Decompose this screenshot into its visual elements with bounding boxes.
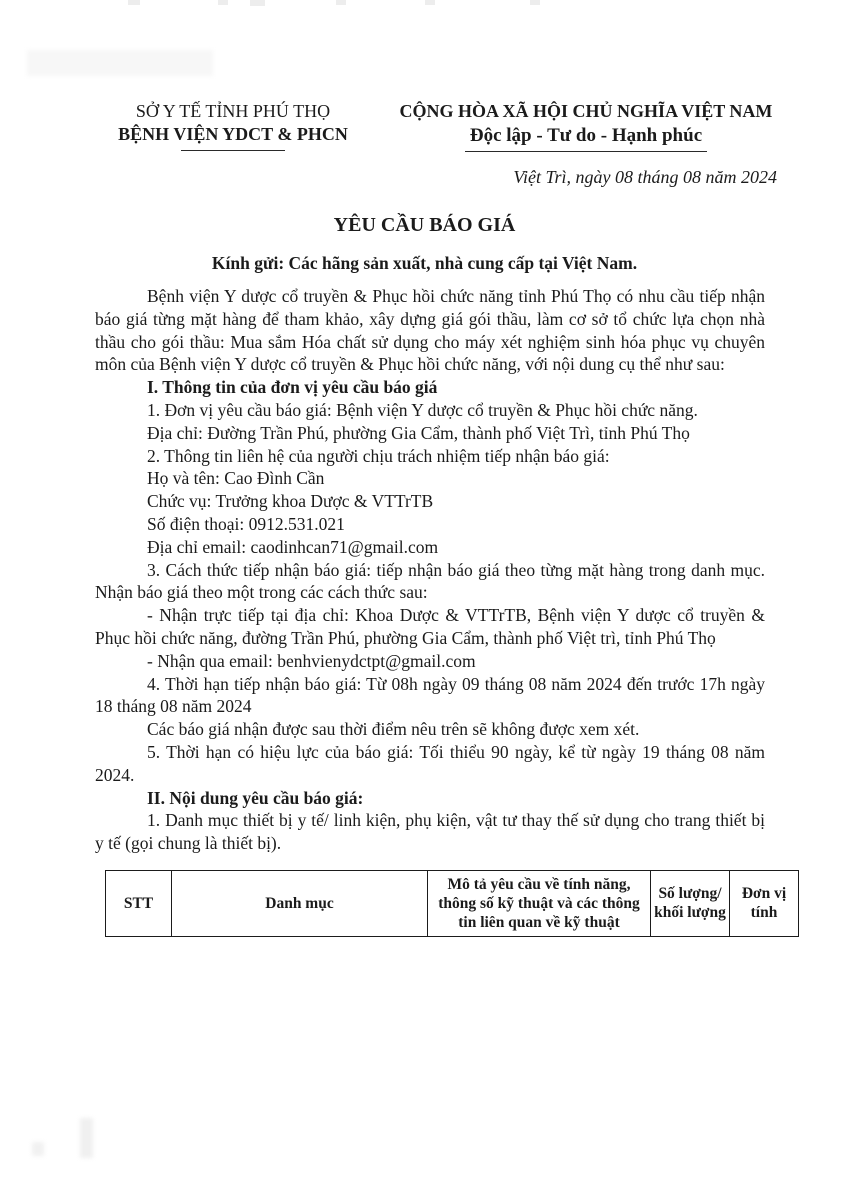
motto-underline bbox=[465, 151, 707, 152]
paragraph-intro: Bệnh viện Y dược cổ truyền & Phục hồi chức năng tỉnh Phú Thọ có nhu cầu tiếp nhận báo giá từng mặt hàng để tham khảo, xây dựng giá gói thầu, làm cơ sở tổ chức lựa chọn nhà thầu cho gói thầu: Mua sắm Hóa chất sử dụng cho máy xét nghiệm sinh hóa phục vụ chuyên môn của Bệnh viện Y dược cổ truyền & Phục hồi chức năng, với nội dung cụ thể như sau: bbox=[95, 286, 765, 375]
national-title: CỘNG HÒA XÃ HỘI CHỦ NGHĨA VIỆT NAM bbox=[399, 101, 773, 121]
issuer-underline bbox=[181, 150, 285, 151]
paragraph-deadline: 4. Thời hạn tiếp nhận báo giá: Từ 08h ngày 09 tháng 08 năm 2024 đến trước 17h ngày 18 tháng 08 năm 2024 bbox=[95, 673, 765, 717]
issuer-block bbox=[108, 101, 358, 151]
scan-artifact bbox=[80, 1118, 93, 1158]
table-header-row bbox=[106, 870, 799, 936]
paragraph-validity: 5. Thời hạn có hiệu lực của báo giá: Tối thiểu 90 ngày, kể từ ngày 19 tháng 08 năm 2024. bbox=[95, 741, 765, 785]
scan-artifact bbox=[27, 50, 213, 76]
paragraph-unit: 1. Đơn vị yêu cầu báo giá: Bệnh viện Y dược cổ truyền & Phục hồi chức năng. bbox=[147, 399, 698, 420]
document-title: YÊU CẦU BÁO GIÁ bbox=[333, 214, 516, 236]
place-date-line: Việt Trì, ngày 08 tháng 08 năm 2024 bbox=[513, 167, 777, 187]
national-motto-block bbox=[392, 100, 780, 152]
table-header-stt: STT bbox=[106, 870, 172, 936]
table-header-mo-ta: Mô tả yêu cầu về tính năng, thông số kỹ thuật và các thông tin liên quan về kỹ thuật bbox=[428, 870, 651, 936]
scan-artifact bbox=[218, 0, 228, 5]
paragraph-address: Địa chỉ: Đường Trần Phú, phường Gia Cẩm, thành phố Việt Trì, tỉnh Phú Thọ bbox=[147, 422, 690, 443]
issuer-hospital: BỆNH VIỆN YDCT & PHCN bbox=[118, 124, 348, 144]
national-motto: Độc lập - Tư do - Hạnh phúc bbox=[469, 125, 703, 146]
table-header-so-luong: Số lượng/ khối lượng bbox=[651, 870, 730, 936]
quote-items-table bbox=[105, 870, 799, 937]
document-body bbox=[95, 285, 787, 937]
section-heading-1: I. Thông tin của đơn vị yêu cầu báo giá bbox=[147, 377, 438, 398]
table-header-don-vi: Đơn vị tính bbox=[730, 870, 799, 936]
scan-artifact bbox=[128, 0, 140, 5]
paragraph-list-intro: 1. Danh mục thiết bị y tế/ linh kiện, phụ kiện, vật tư thay thế sử dụng cho trang thiết bị y tế (gọi chung là thiết bị). bbox=[95, 810, 765, 854]
issuer-department: SỞ Y TẾ TỈNH PHÚ THỌ bbox=[135, 101, 331, 121]
scan-artifact bbox=[425, 0, 435, 5]
paragraph-method-email: - Nhận qua email: benhvienydctpt@gmail.com bbox=[147, 650, 476, 671]
paragraph-contact-phone: Số điện thoại: 0912.531.021 bbox=[147, 513, 345, 534]
paragraph-method: 3. Cách thức tiếp nhận báo giá: tiếp nhận báo giá theo từng mặt hàng trong danh mục. Nhận báo giá theo một trong các cách thức sau: bbox=[95, 559, 765, 603]
scan-artifact bbox=[530, 0, 540, 5]
scan-artifact bbox=[32, 1142, 44, 1156]
paragraph-contact-name: Họ và tên: Cao Đình Cần bbox=[147, 468, 325, 489]
paragraph-late-note: Các báo giá nhận được sau thời điểm nêu trên sẽ không được xem xét. bbox=[147, 719, 640, 740]
scan-artifact bbox=[336, 0, 346, 5]
paragraph-contact-email: Địa chỉ email: caodinhcan71@gmail.com bbox=[147, 536, 439, 557]
paragraph-method-direct: - Nhận trực tiếp tại địa chỉ: Khoa Dược & VTTrTB, Bệnh viện Y dược cổ truyền & Phục hồi chức năng, đường Trần Phú, phường Gia Cẩm, thành phố Việt trì, tỉnh Phú Thọ bbox=[95, 605, 765, 648]
scan-artifact bbox=[250, 0, 265, 6]
section-heading-2: II. Nội dung yêu cầu báo giá: bbox=[147, 787, 364, 808]
paragraph-contact-heading: 2. Thông tin liên hệ của người chịu trách nhiệm tiếp nhận báo giá: bbox=[147, 445, 610, 466]
salutation-line: Kính gửi: Các hãng sản xuất, nhà cung cấp tại Việt Nam. bbox=[211, 253, 638, 273]
paragraph-contact-position: Chức vụ: Trưởng khoa Dược & VTTrTB bbox=[147, 491, 434, 512]
table-header-danh-muc: Danh mục bbox=[172, 870, 428, 936]
